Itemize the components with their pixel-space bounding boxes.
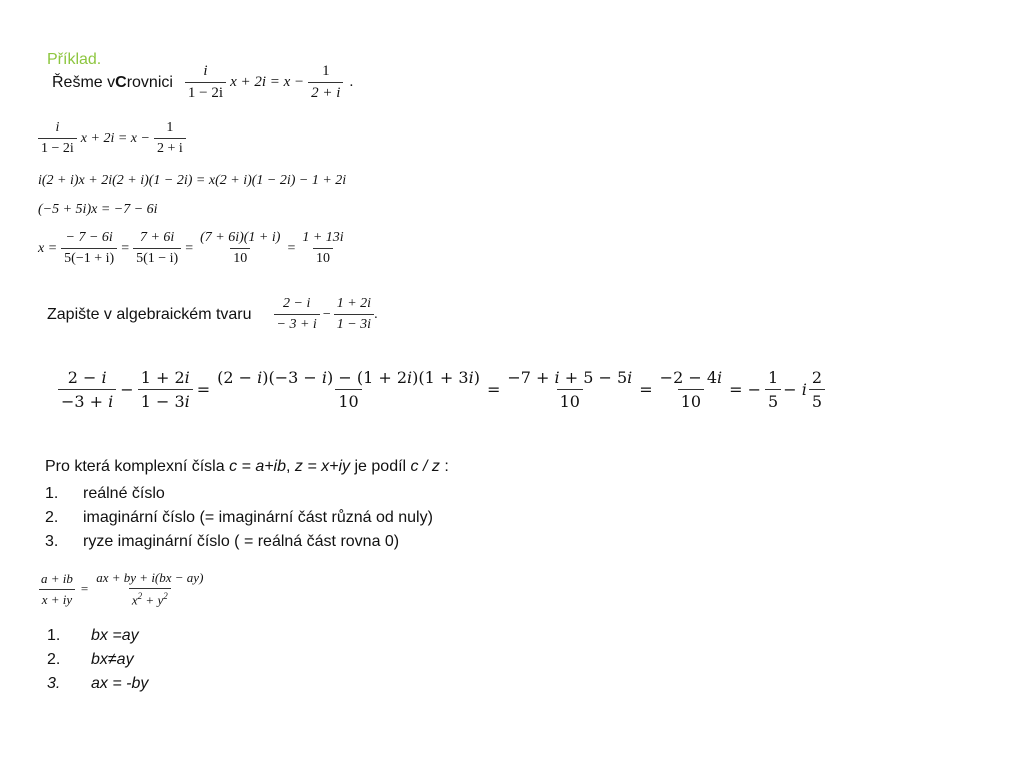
step4-fraction-3: $\frac{(7 + 6i)(1 + i)}{10}$ [200, 230, 281, 266]
formula-fraction-2: $\frac{ax + by + i(bx - ay)}{x^2 + y^2}$ [96, 570, 204, 608]
step4-eq-2: = [185, 240, 194, 256]
ex1-step-3: (−5 + 5i)x = −7 − 6i [38, 202, 158, 217]
sol-fraction-6: $\frac{1}{5}$ [765, 368, 781, 411]
ex1-step-2: i(2 + i)x + 2i(2 + i)(1 − 2i) = x(2 + i)(1 − 2i) − 1 + 2i [38, 173, 347, 188]
ex1-intro-pre: Řešme v [52, 73, 116, 91]
ex2-fraction-2: $\frac{1 + 2i}{1 - 3i}$ [334, 296, 374, 333]
sol-fraction-1: $\frac{\text{2 − 𝑖}}{\text{−3 + 𝑖}}$ [58, 368, 116, 411]
ex1-eq-period: . [349, 74, 354, 90]
list-item: 3. ax = -by [47, 675, 149, 692]
ex2-period: . [374, 306, 378, 322]
step1-middle: x + 2i = x − [80, 130, 150, 146]
question-z-def: z = x+iy [294, 458, 351, 475]
sol-eq-2: = [486, 380, 501, 399]
sol-fraction-2: $\frac{\text{1 + 2𝑖}}{\text{1 − 3𝑖}}$ [138, 368, 193, 411]
sol-fraction-4: $\frac{\text{−7 + 𝑖 + 5 − 5𝑖}}{10}$ [507, 368, 633, 411]
ex1-step-1 [38, 120, 186, 157]
ex2-fraction-1: $\frac{2 - i}{- 3 + i}$ [274, 296, 320, 333]
step4-lhs: x = [38, 240, 58, 256]
sol-eq-3: = [639, 380, 653, 399]
ex3-answers-list [47, 624, 148, 696]
formula-fraction-1: $\frac{a + ib}{x + iy}$ [38, 571, 76, 608]
list-item: 3. ryze imaginární číslo ( = reálná část rovna 0) [45, 533, 400, 550]
ex1-eq-middle: x + 2i = x − [230, 74, 305, 90]
list-item: 1. bx =ay [47, 627, 139, 644]
ex1-intro-line [52, 63, 353, 102]
ex2-intro: Zapište v algebraickém tvaru [47, 305, 252, 323]
list-item: 1. reálné číslo [45, 485, 165, 502]
step1-fraction-2: $\frac{1}{2 + i}$ [154, 120, 186, 157]
ex1-field-symbol: C [115, 73, 127, 91]
ex3-options-list [45, 482, 433, 554]
formula-eq: = [80, 581, 89, 597]
list-item: 2. bx≠ay [47, 651, 134, 668]
step4-eq-3: = [287, 240, 296, 256]
ex2-intro-line [47, 296, 378, 333]
question-ratio: c / z [410, 458, 440, 475]
ex2-solution [58, 368, 825, 411]
question-pre: Pro která komplexní čísla [45, 458, 230, 475]
ex2-minus: − [322, 306, 331, 322]
sol-eq-1: = [196, 380, 211, 399]
step1-fraction-1: $\frac{i}{1 - 2i}$ [38, 120, 77, 157]
sol-eq-4: = − [729, 380, 762, 399]
ex1-eq-fraction-1: $\frac{i}{1 - 2i}$ [185, 63, 226, 102]
ex1-intro-post: rovnici [126, 73, 173, 91]
step4-fraction-1: $\frac{- 7 - 6i}{5(-1 + i)}$ [61, 230, 117, 267]
ex1-eq-fraction-2: $\frac{1}{2 + i}$ [308, 63, 343, 102]
sol-fraction-3: $\frac{\text{(2 − 𝑖)(−3 − 𝑖) − (1 + 2𝑖)(1 + 3𝑖)}}{10}$ [217, 368, 480, 411]
step4-eq-1: = [121, 240, 130, 256]
sol-minus: − [120, 380, 134, 399]
ex1-step-4 [38, 230, 347, 267]
question-end: : [439, 458, 449, 475]
sol-minus-i: − 𝑖 [783, 380, 807, 399]
step4-fraction-4: $\frac{1 + 13i}{10}$ [302, 230, 344, 266]
ex3-formula [38, 570, 206, 608]
example-title: Příklad. [47, 51, 102, 68]
list-item: 2. imaginární číslo (= imaginární část různá od nuly) [45, 509, 433, 526]
question-c-def: c = a+ib [229, 458, 287, 475]
question-comma: , [286, 458, 295, 475]
question-mid: je podíl [350, 458, 411, 475]
ex3-question [45, 458, 449, 476]
sol-fraction-5: $\frac{\text{−2 − 4𝑖}}{10}$ [659, 368, 723, 411]
sol-fraction-7: $\frac{2}{5}$ [809, 368, 825, 411]
step4-fraction-2: $\frac{7 + 6i}{5(1 - i)}$ [133, 230, 181, 267]
